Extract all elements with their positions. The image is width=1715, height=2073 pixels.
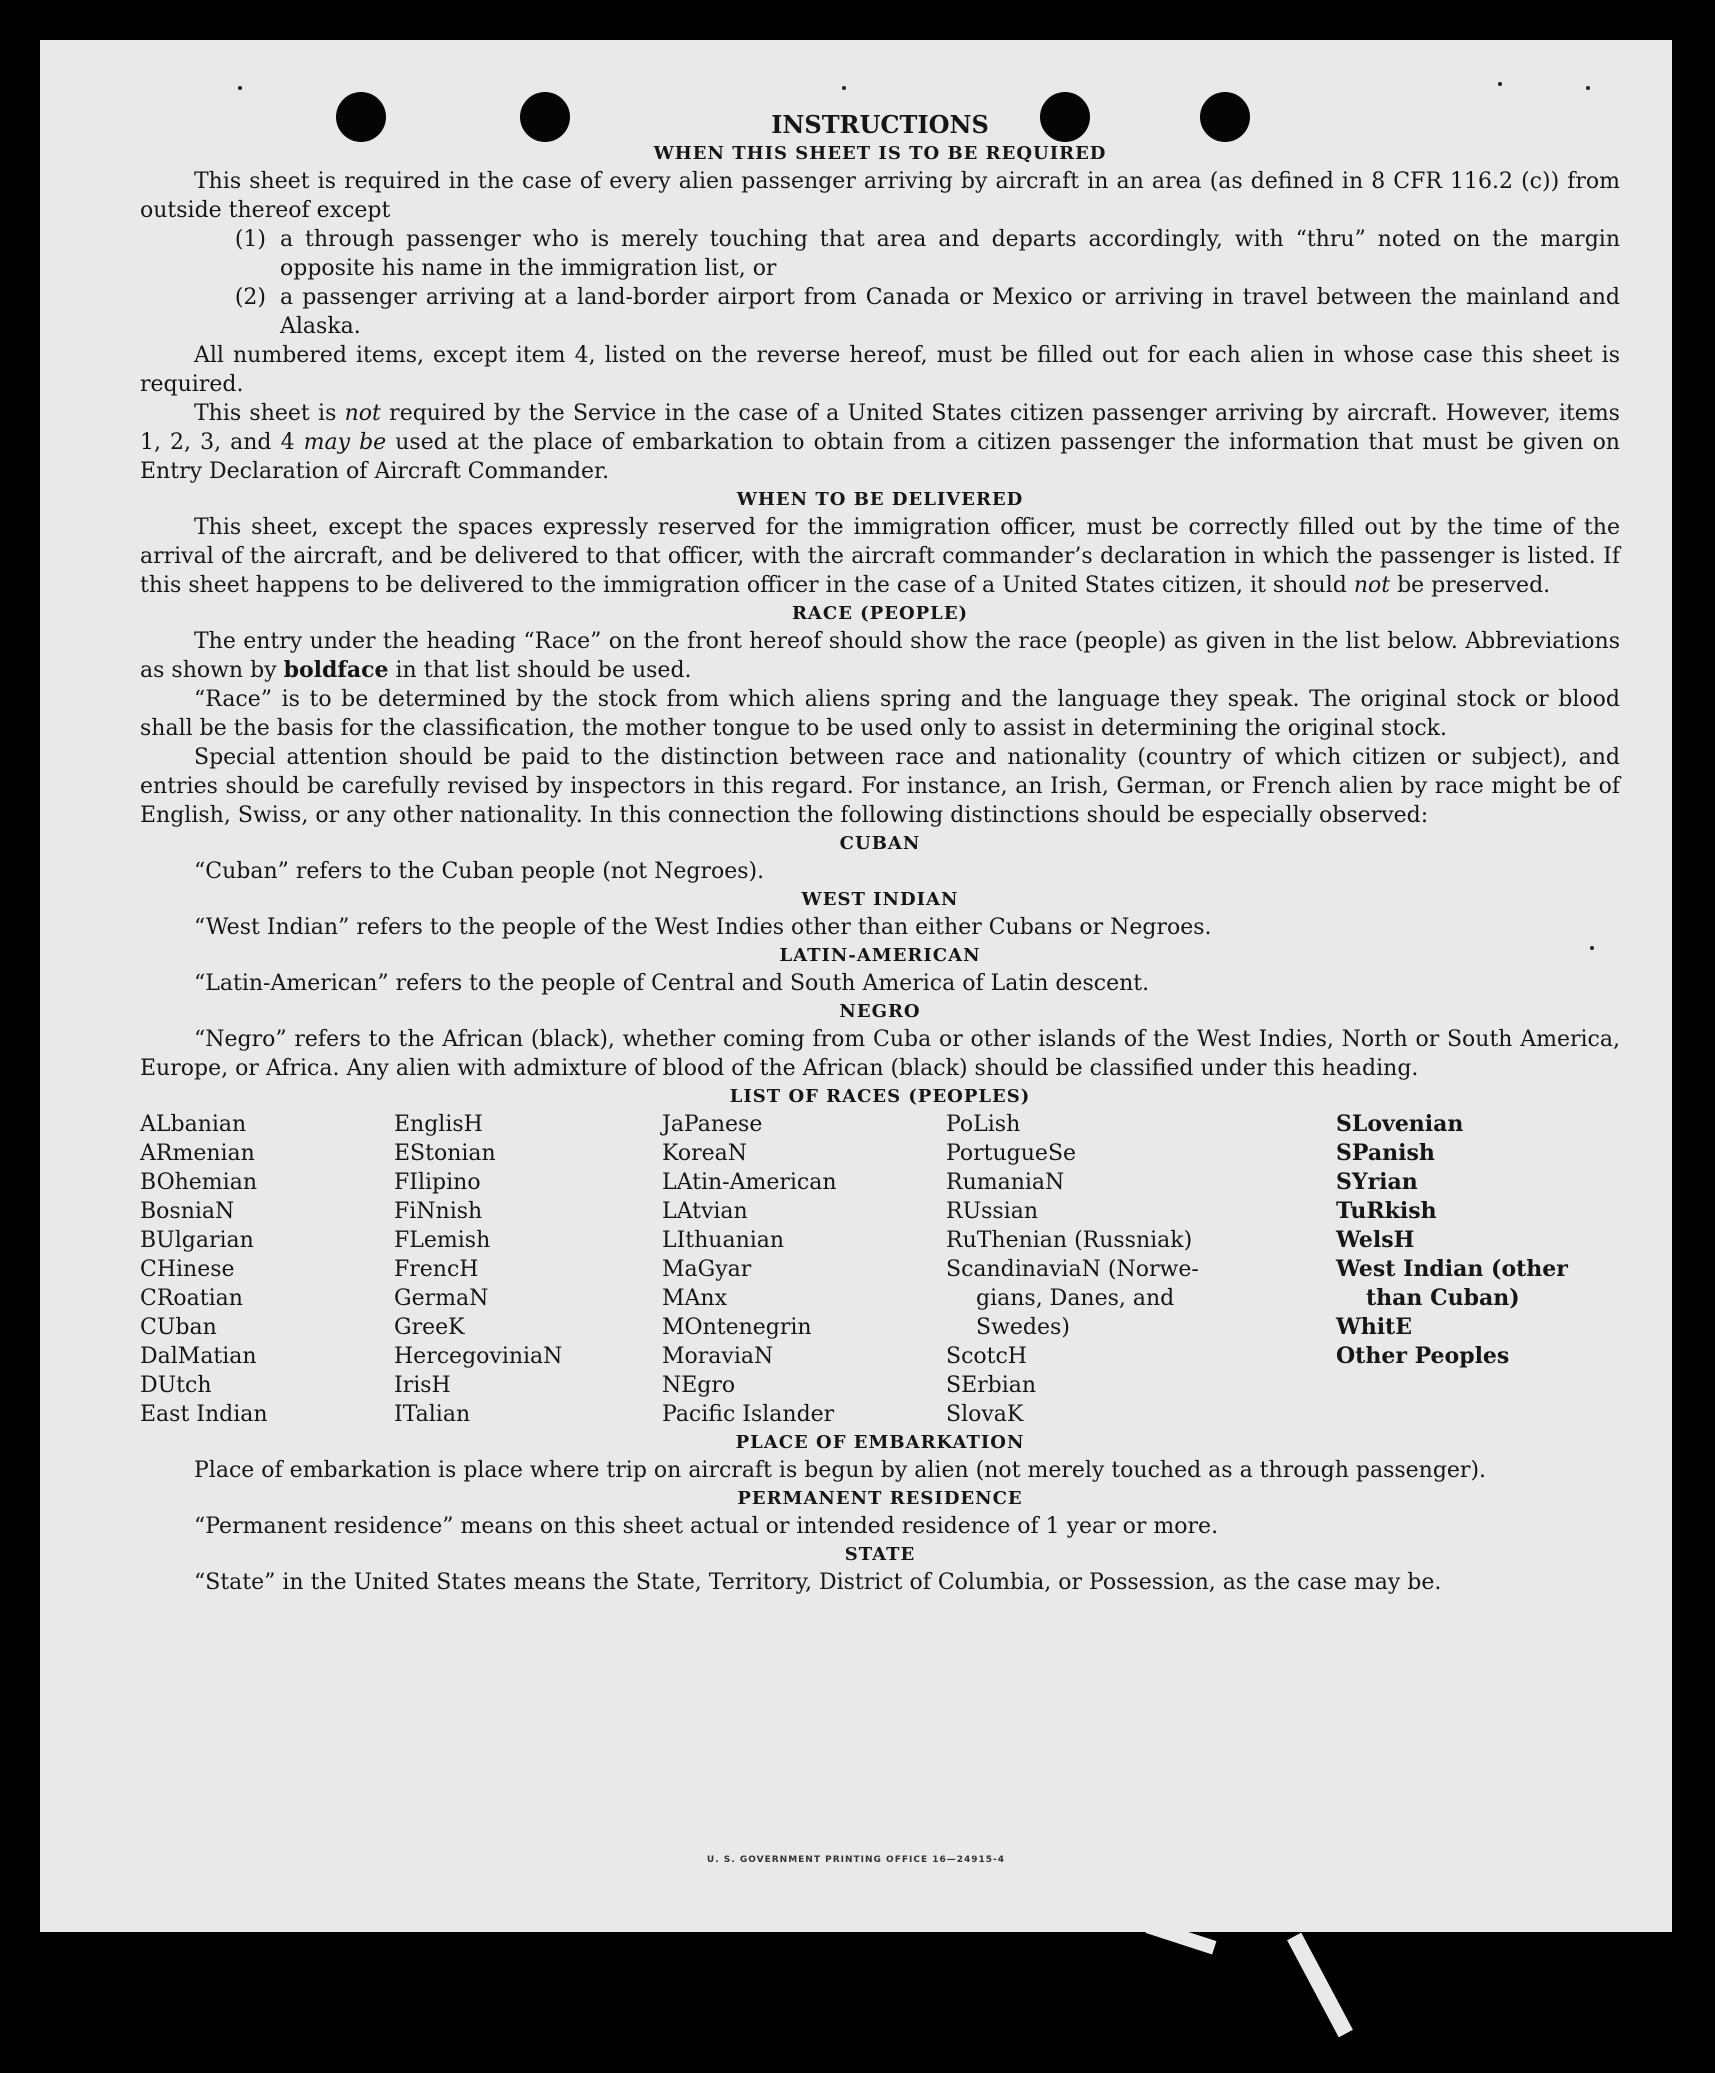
paragraph: “West Indian” refers to the people of the West Indies other than either Cubans or Negroes. [194,915,1212,940]
race-item: LIthuanian [662,1228,785,1253]
race-item: NEgro [662,1373,736,1398]
paragraph: This sheet is not required by the Service in the case of a United States citizen passenger arriving by aircraft. However, items 1, 2, 3, and 4 may be used at the place of embarkation to obtain from a citizen passenger the information that must be given on Entry Declaration of Aircraft Commander. [140,401,1620,484]
paragraph: “Negro” refers to the African (black), whether coming from Cuba or other islands of the West Indies, North or South America, Europe, or Africa. Any alien with admixture of blood of the African (black) should be classified under this heading. [140,1027,1620,1081]
race-item: MOntenegrin [662,1315,812,1340]
page-title: INSTRUCTIONS [771,110,989,139]
race-item: EStonian [394,1141,496,1166]
race-item: West Indian (other [1336,1256,1568,1282]
printer-imprint: U. S. GOVERNMENT PRINTING OFFICE 16—24915-4 [706,1855,1006,1865]
section-heading: LATIN-AMERICAN [779,945,981,966]
paragraph: “Cuban” refers to the Cuban people (not Negroes). [194,859,765,884]
paragraph: “Race” is to be determined by the stock from which aliens spring and the language they speak. The original stock or blood shall be the basis for the classification, the mother tongue to be used only to assist in determining the original stock. [140,687,1620,741]
race-item: SlovaK [946,1402,1024,1427]
paragraph: The entry under the heading “Race” on the front hereof should show the race (people) as given in the list below. Abbreviations as shown by boldface in that list should be used. [140,629,1620,683]
race-item: DUtch [140,1373,212,1398]
race-item: KoreaN [662,1141,747,1166]
race-item: SErbian [946,1373,1037,1398]
section-heading: PLACE OF EMBARKATION [735,1432,1025,1453]
paper-tear [1287,1933,1353,2038]
race-item: TuRkish [1336,1198,1437,1224]
section-heading: LIST OF RACES (PEOPLES) [729,1086,1031,1107]
section-heading: STATE [844,1544,916,1565]
speck [238,86,242,90]
race-item: ScandinaviaN (Norwe- [946,1257,1199,1282]
race-item: RUssian [946,1199,1039,1224]
section-heading: WEST INDIAN [801,889,959,910]
race-item: GermaN [394,1286,489,1311]
paragraph: Special attention should be paid to the distinction between race and nationality (country of which citizen or subject), and entries should be carefully revised by inspectors in this regard. For instance, an Irish, German, or French alien by race might be of English, Swiss, or any other nationality. In this connection the following distinctions should be especially observed: [140,745,1620,828]
race-item: FiNnish [394,1199,483,1224]
document-sheet [40,40,1672,1932]
list-item: (1) a through passenger who is merely touching that area and departs accordingly, with “thru” noted on the margin opposite his name in the immigration list, or [234,227,1620,281]
race-column [946,1110,1336,1429]
race-item: FLemish [394,1228,491,1253]
race-item: gians, Danes, and [976,1286,1175,1311]
race-item: MAnx [662,1286,727,1311]
race-item: BOhemian [140,1170,257,1195]
race-item: SLovenian [1336,1111,1464,1137]
race-item: FIlipino [394,1170,481,1195]
race-item: RumaniaN [946,1170,1065,1195]
race-item: EnglisH [394,1112,483,1137]
race-item: DalMatian [140,1344,257,1369]
race-item: Other Peoples [1336,1343,1510,1369]
paragraph: “State” in the United States means the State, Territory, District of Columbia, or Possession, as the case may be. [194,1570,1442,1595]
race-item: IrisH [394,1373,451,1398]
race-item: MoraviaN [662,1344,774,1369]
race-item: MaGyar [662,1257,752,1282]
speck [1586,86,1590,90]
race-item: Pacific Islander [662,1402,835,1427]
list-item: (2) a passenger arriving at a land-border airport from Canada or Mexico or arriving in travel between the mainland and Alaska. [234,285,1620,339]
race-item: LAtvian [662,1199,748,1224]
race-item: ScotcH [946,1344,1027,1369]
section-heading: PERMANENT RESIDENCE [737,1488,1023,1509]
race-item: WelsH [1336,1227,1415,1253]
paragraph: “Latin-American” refers to the people of Central and South America of Latin descent. [194,971,1150,996]
paragraph: All numbered items, except item 4, listed on the reverse hereof, must be filled out for each alien in whose case this sheet is required. [140,343,1620,397]
section-heading: WHEN THIS SHEET IS TO BE REQUIRED [653,143,1107,164]
race-item: WhitE [1336,1314,1412,1340]
instructions-body [140,110,1620,1597]
race-item: PoLish [946,1112,1021,1137]
race-column [662,1110,946,1429]
race-item: than Cuban) [1366,1285,1520,1311]
section-heading: CUBAN [839,833,921,854]
race-item: RuThenian (Russniak) [946,1228,1193,1253]
race-item: ALbanian [140,1112,247,1137]
section-heading: RACE (PEOPLE) [791,603,969,624]
section-heading: NEGRO [839,1001,921,1022]
paragraph: “Permanent residence” means on this sheet actual or intended residence of 1 year or more. [194,1514,1219,1539]
race-column [1336,1110,1620,1429]
paragraph: This sheet, except the spaces expressly reserved for the immigration officer, must be correctly filled out by the time of the arrival of the aircraft, and be delivered to that officer, with the aircraft commander’s declaration in which the passenger is listed. If this sheet happens to be delivered to the immigration officer in the case of a United States citizen, it should not be preserved. [140,515,1620,598]
race-item: SPanish [1336,1140,1435,1166]
speck [1498,82,1502,86]
race-item: ARmenian [140,1141,255,1166]
race-item: GreeK [394,1315,465,1340]
race-column [394,1110,662,1429]
race-item: PortugueSe [946,1141,1077,1166]
race-item: FrencH [394,1257,479,1282]
race-item: BUlgarian [140,1228,254,1253]
race-item: LAtin-American [662,1170,837,1195]
race-list [140,1110,1620,1429]
race-column [140,1110,394,1429]
race-item: CRoatian [140,1286,243,1311]
paragraph: This sheet is required in the case of every alien passenger arriving by aircraft in an area (as defined in 8 CFR 116.2 (c)) from outside thereof except [140,169,1620,223]
race-item: SYrian [1336,1169,1418,1195]
race-item: JaPanese [662,1112,763,1137]
race-item: BosniaN [140,1199,235,1224]
race-item: Swedes) [976,1315,1070,1340]
race-item: East Indian [140,1402,268,1427]
race-item: ITalian [394,1402,471,1427]
race-item: CHinese [140,1257,235,1282]
paragraph: Place of embarkation is place where trip on aircraft is begun by alien (not merely touched as a through passenger). [194,1458,1487,1483]
race-item: HercegoviniaN [394,1344,563,1369]
race-item: CUban [140,1315,217,1340]
section-heading: WHEN TO BE DELIVERED [736,489,1024,510]
speck [842,86,846,90]
